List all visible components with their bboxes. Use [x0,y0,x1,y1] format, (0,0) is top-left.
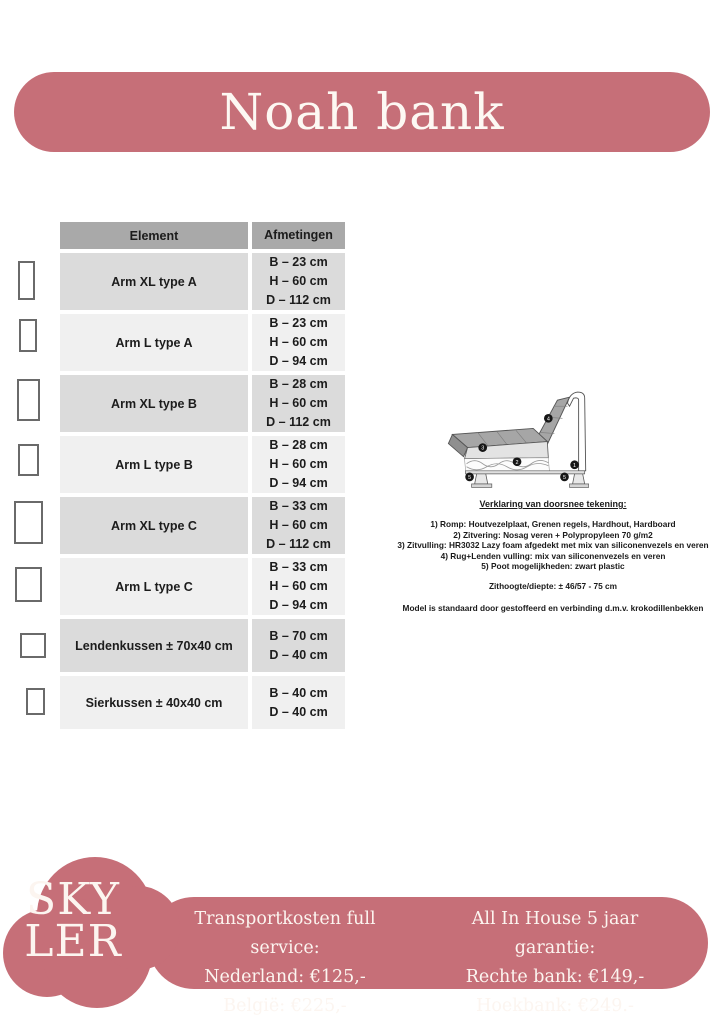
dimension-value: B – 33 cm [269,499,328,513]
dimension-value: B – 23 cm [269,316,328,330]
marker-badge-2 [513,457,522,466]
dimension-value: B – 28 cm [269,377,328,391]
svg-text:3: 3 [481,445,485,452]
legend-title: Verklaring van doorsnee tekening: [479,499,627,509]
sofa-diagram [437,384,589,490]
spec-table [60,222,345,733]
marker-badge-1 [570,460,579,469]
sofa-interior [465,458,550,471]
dimension-value: D – 112 cm [266,293,331,307]
transport-info [160,905,410,1018]
table-header-row [60,222,345,249]
table-row [60,436,345,493]
legend-line: 5) Poot mogelijkheden: zwart plastic [481,561,625,572]
marker-badge-5-right [560,473,569,482]
dimension-value: H – 60 cm [269,335,328,349]
dimension-value: B – 33 cm [269,560,328,574]
transport-line: Nederland: €125,- [204,967,366,987]
dimension-value: B – 70 cm [269,628,328,643]
logo-line-2: LER [24,916,122,968]
element-shape [14,501,43,544]
legend-line: 1) Romp: Houtvezelplaat, Grenen regels, Hardhout, Hardboard [430,519,676,529]
dimension-value: H – 60 cm [269,579,328,593]
table-row [60,619,345,672]
dimensions-cell [252,619,345,672]
element-name: Sierkussen ± 40x40 cm [60,676,248,729]
dimension-value: D – 112 cm [266,415,331,429]
sofa-back-frame [568,392,586,471]
element-name: Arm XL type C [60,497,248,554]
table-row [60,558,345,615]
dimensions-cell [252,436,345,493]
dimension-value: H – 60 cm [269,518,328,532]
element-name: Arm L type C [60,558,248,615]
table-row [60,314,345,371]
legend-line: 4) Rug+Lenden vulling: mix van siliconenvezels en veren [440,550,666,561]
element-name: Arm L type B [60,436,248,493]
dimension-value: B – 28 cm [269,438,328,452]
element-shape [18,444,39,476]
sofa-leg [475,474,488,484]
page-title: Noah bank [219,83,505,141]
warranty-line: Rechte bank: €149,- [465,967,645,987]
dimension-value: B – 23 cm [269,255,328,269]
marker-badge-5-left [465,473,474,482]
warranty-line: Hoekbank: €249.- [476,996,634,1016]
legend-line: 2) Zitvering: Nosag veren + Polypropyleen 70 g/m2 [453,529,653,540]
svg-text:4: 4 [546,416,550,423]
dimension-value: D – 40 cm [269,647,328,662]
dimensions-cell [252,497,345,554]
model-note: Model is standaard door gestoffeerd en verbinding d.m.v. krokodillenbekken [402,602,704,613]
table-body [60,253,345,729]
element-shape [15,567,42,602]
table-row [60,676,345,729]
element-shape [19,319,37,352]
transport-line: België: €225,- [223,996,347,1016]
dimensions-cell [252,314,345,371]
dimension-value: D – 94 cm [269,598,328,612]
svg-text:1: 1 [573,462,577,469]
dimension-value: H – 60 cm [269,396,328,410]
element-shape [26,688,45,715]
element-name: Arm XL type B [60,375,248,432]
dimensions-cell [252,375,345,432]
dimensions-cell [252,558,345,615]
sofa-foot [570,484,589,487]
title-banner [14,72,710,152]
sofa-leg [573,474,585,484]
table-row [60,253,345,310]
dimension-value: D – 94 cm [269,354,328,368]
marker-badge-4 [544,414,553,423]
element-name: Lendenkussen ± 70x40 cm [60,619,248,672]
element-name: Arm XL type A [60,253,248,310]
element-name: Arm L type A [60,314,248,371]
element-shape [20,633,46,658]
dimension-value: D – 112 cm [266,537,331,551]
table-header-element: Element [60,222,248,249]
dimension-value: B – 40 cm [269,685,328,700]
diagram-legend [377,499,720,613]
svg-text:5: 5 [562,474,567,481]
dimension-value: H – 60 cm [269,457,328,471]
table-row [60,375,345,432]
warranty-info [430,905,680,1018]
svg-text:2: 2 [515,459,519,466]
sofa-foot [472,484,492,487]
skyler-logo [16,874,130,968]
logo-line-1: SKY [26,874,120,925]
seat-height-info: Zithoogte/diepte: ± 46/57 - 75 cm [488,580,618,591]
element-shape [18,261,35,300]
dimensions-cell [252,676,345,729]
table-header-afmetingen: Afmetingen [252,222,345,249]
legend-line: 3) Zitvulling: HR3032 Lazy foam afgedekt met mix van siliconenvezels en veren [397,540,709,551]
dimensions-cell [252,253,345,310]
warranty-title: All In House 5 jaar garantie: [471,909,639,958]
dimension-value: D – 40 cm [269,704,328,719]
marker-badge-3 [478,443,487,452]
transport-title: Transportkosten full service: [194,909,376,958]
dimension-value: D – 94 cm [269,476,328,490]
element-shape [17,379,40,421]
dimension-value: H – 60 cm [269,274,328,288]
table-row [60,497,345,554]
svg-text:5: 5 [468,474,472,481]
